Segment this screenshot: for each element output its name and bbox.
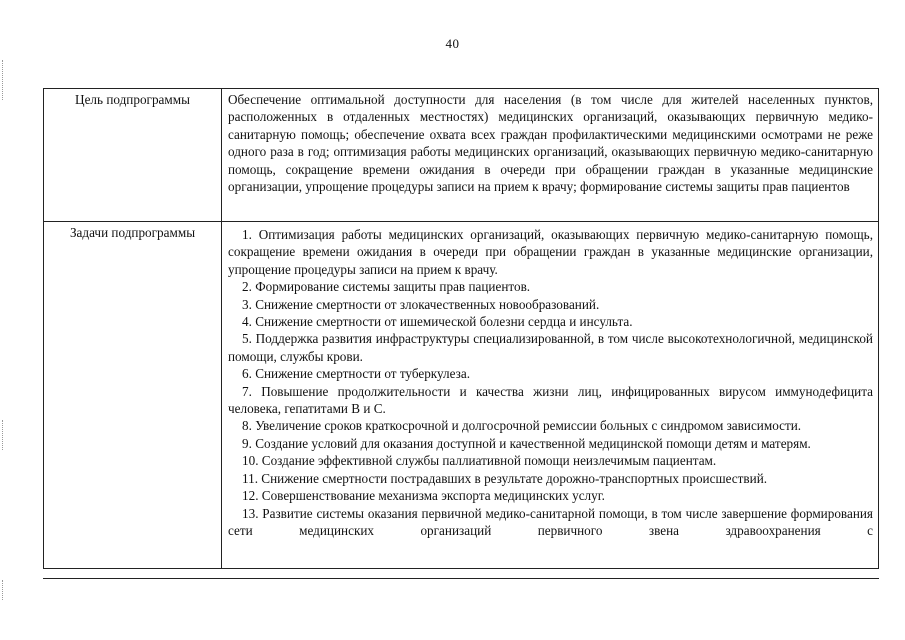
task-item: 3. Снижение смертности от злокачественных новообразований. (242, 296, 600, 312)
page-number: 40 (445, 36, 460, 51)
tasks-label: Задачи подпрограммы (44, 222, 222, 569)
task-item: 2. Формирование системы защиты прав пациентов. (242, 279, 531, 295)
task-item: 9. Создание условий для оказания доступной и качественной медицинской помощи детям и матерям. (242, 435, 811, 451)
goal-label: Цель подпрограммы (44, 89, 222, 222)
table-bottom-rule (43, 578, 879, 579)
task-item: 8. Увеличение сроков краткосрочной и долгосрочной ремиссии больных с синдромом зависимости. (242, 418, 802, 434)
task-item: 4. Снижение смертности от ишемической болезни сердца и инсульта. (242, 314, 633, 330)
task-item: 7. Повышение продолжительности и качества жизни лиц, инфицированных вирусом иммунодефицита человека, гепатитами В и С. (228, 383, 873, 417)
task-item: 1. Оптимизация работы медицинских организаций, оказывающих первичную медико-санитарную помощь, сокращение времени ожидания в очереди при обращении граждан в указанные медицинские организации, упрощение процедуры записи на прием к врачу. (228, 227, 873, 277)
task-item: 6. Снижение смертности от туберкулеза. (242, 366, 470, 382)
task-item: 13. Развитие системы оказания первичной медико-санитарной помощи, в том числе завершение формирования сети медицинских организаций первичного звена здравоохранения с (228, 505, 873, 538)
scan-edge-marks (2, 60, 11, 100)
task-item: 11. Снижение смертности пострадавших в результате дорожно-транспортных происшествий. (242, 470, 768, 486)
task-item: 5. Поддержка развития инфраструктуры специализированной, в том числе высокотехнологичной, медицинской помощи, службы крови. (228, 331, 873, 364)
table-row-goal (44, 89, 879, 222)
scan-edge-marks (2, 580, 11, 600)
task-item: 10. Создание эффективной службы паллиативной помощи неизлечимым пациентам. (242, 453, 717, 469)
goal-text: Обеспечение оптимальной доступности для населения (в том числе для жителей населенных пунктов, расположенных в отдаленных местностях) медицинских организаций, оказывающих первичную медико-санитарную помощь; обеспечение охвата всех граждан профилактическими медицинскими осмотрами не реже одного раза в год; оптимизация работы медицинских организаций, оказывающих первичную медико-санитарную помощь, сокращение времени ожидания в очереди при обращении граждан в указанные медицинские организации, упрощение процедуры записи на прием к врачу; формирование системы защиты прав пациентов (222, 89, 879, 222)
task-item: 12. Совершенствование механизма экспорта медицинских услуг. (242, 488, 605, 504)
tasks-list (222, 222, 879, 569)
scan-edge-marks (2, 420, 11, 450)
table-row-tasks (44, 222, 879, 569)
subprogram-table (43, 88, 879, 569)
